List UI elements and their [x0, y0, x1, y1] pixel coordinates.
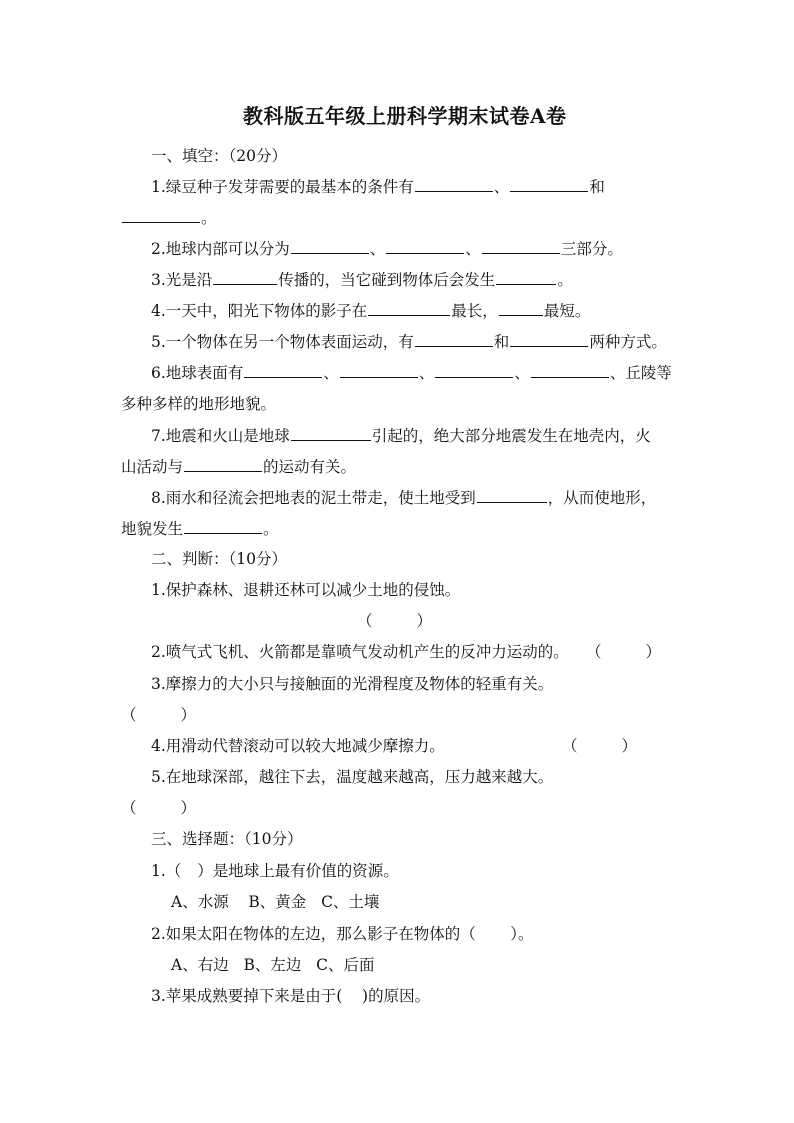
section-heading-multiple-choice: 三、选择题：（10分）	[151, 830, 303, 848]
answer-parentheses[interactable]: （ ）	[357, 612, 433, 630]
question-text: 5.一个物体在另一个物体表面运动，有	[151, 333, 414, 351]
question-3-3: 3.苹果成熟要掉下来是由于( )的原因。	[151, 987, 431, 1005]
answer-blank[interactable]	[477, 487, 547, 503]
answer-blank[interactable]	[368, 300, 450, 316]
question-1-5	[151, 331, 667, 352]
question-3-2: 2.如果太阳在物体的左边，那么影子在物体的（ ）。	[151, 925, 534, 943]
separator: 、	[465, 240, 481, 258]
answer-blank[interactable]	[291, 238, 369, 254]
question-1-7-cont	[121, 456, 356, 477]
separator: 、	[323, 364, 339, 382]
question-text: ）是地球上最有价值的资源。	[197, 862, 399, 880]
question-1-4	[151, 300, 590, 321]
question-text: 1.（	[151, 862, 182, 880]
question-text: 、丘陵等	[609, 364, 672, 382]
question-text: 地貌发生	[121, 520, 184, 538]
answer-parentheses[interactable]: （ ）	[586, 643, 662, 661]
question-2-4: 4.用滑动代替滚动可以较大地减少摩擦力。	[151, 737, 445, 755]
answer-blank[interactable]	[415, 176, 493, 192]
punctuation: 。	[557, 271, 573, 289]
answer-parentheses[interactable]: （ ）	[562, 737, 638, 755]
question-text: 7.地震和火山是地球	[151, 427, 290, 445]
answer-parentheses[interactable]: （ ）	[121, 706, 197, 724]
question-1-8-cont	[121, 518, 279, 539]
separator: 、	[369, 240, 386, 258]
separator: 、	[418, 364, 435, 382]
question-text: 2.地球内部可以分为	[151, 240, 290, 258]
question-1-8	[151, 487, 656, 508]
answer-blank[interactable]	[386, 238, 464, 254]
question-text: 最长，	[451, 302, 498, 320]
question-1-1	[151, 176, 605, 197]
question-text: 8.雨水和径流会把地表的泥土带走，使土地受到	[151, 489, 476, 507]
question-1-6	[151, 362, 672, 383]
question-2-5: 5.在地球深部，越往下去，温度越来越高，压力越来越大。	[151, 768, 554, 786]
answer-blank[interactable]	[340, 362, 418, 378]
question-3-1	[151, 861, 399, 881]
question-text: 的运动有关。	[263, 458, 357, 476]
question-1-3	[151, 269, 573, 290]
question-text: 4.一天中，阳光下物体的影子在	[151, 302, 368, 320]
answer-blank[interactable]	[122, 207, 200, 223]
separator: 和	[589, 178, 605, 196]
answer-blank[interactable]	[510, 331, 588, 347]
question-text: 三部分。	[560, 240, 623, 258]
question-1-7	[151, 425, 651, 446]
answer-blank[interactable]	[244, 362, 322, 378]
question-text: 1.绿豆种子发芽需要的最基本的条件有	[151, 178, 414, 196]
question-2-2: 2.喷气式飞机、火箭都是靠喷气发动机产生的反冲力运动的。	[151, 643, 569, 661]
question-text: 传播的，当它碰到物体后会发生	[278, 271, 496, 289]
answer-blank[interactable]	[435, 362, 513, 378]
question-text: 6.地球表面有	[151, 364, 244, 382]
question-2-3: 3.摩擦力的大小只与接触面的光滑程度及物体的轻重有关。	[151, 675, 554, 693]
punctuation: 。	[263, 520, 279, 538]
separator: 、	[493, 178, 510, 196]
answer-blank[interactable]	[482, 238, 560, 254]
answer-parentheses[interactable]: （ ）	[121, 799, 197, 817]
answer-blank[interactable]	[499, 300, 543, 316]
exam-title: 教科版五年级上册科学期末试卷A卷	[243, 104, 567, 128]
punctuation: 。	[201, 209, 217, 227]
question-1-2	[151, 238, 623, 259]
section-heading-fill-in: 一、填空：（20分）	[151, 147, 287, 165]
answer-blank[interactable]	[184, 518, 262, 534]
question-1-1-cont	[121, 207, 217, 228]
answer-blank[interactable]	[531, 362, 609, 378]
section-heading-true-false: 二、判断：（10分）	[151, 550, 287, 568]
question-text: 引起的，绝大部分地震发生在地壳内，火	[371, 427, 651, 445]
question-text: 3.光是沿	[151, 271, 213, 289]
question-text: 两种方式。	[589, 333, 667, 351]
question-3-1-options: A、水源 B、黄金 C、土壤	[171, 893, 380, 911]
answer-blank[interactable]	[510, 176, 588, 192]
question-2-1: 1.保护森林、退耕还林可以减少土地的侵蚀。	[151, 581, 461, 599]
question-text: 和	[493, 333, 510, 351]
answer-blank[interactable]	[415, 331, 493, 347]
question-text: 山活动与	[121, 458, 184, 476]
answer-blank[interactable]	[184, 456, 262, 472]
separator: 、	[514, 364, 530, 382]
answer-blank[interactable]	[496, 269, 556, 285]
question-3-2-options: A、右边 B、左边 C、后面	[171, 956, 375, 974]
answer-blank[interactable]	[213, 269, 277, 285]
question-1-6-cont: 多种多样的地形地貌。	[121, 395, 277, 413]
question-text: 最短。	[543, 302, 591, 320]
question-text: ，从而使地形，	[547, 489, 657, 507]
answer-blank[interactable]	[291, 425, 371, 441]
